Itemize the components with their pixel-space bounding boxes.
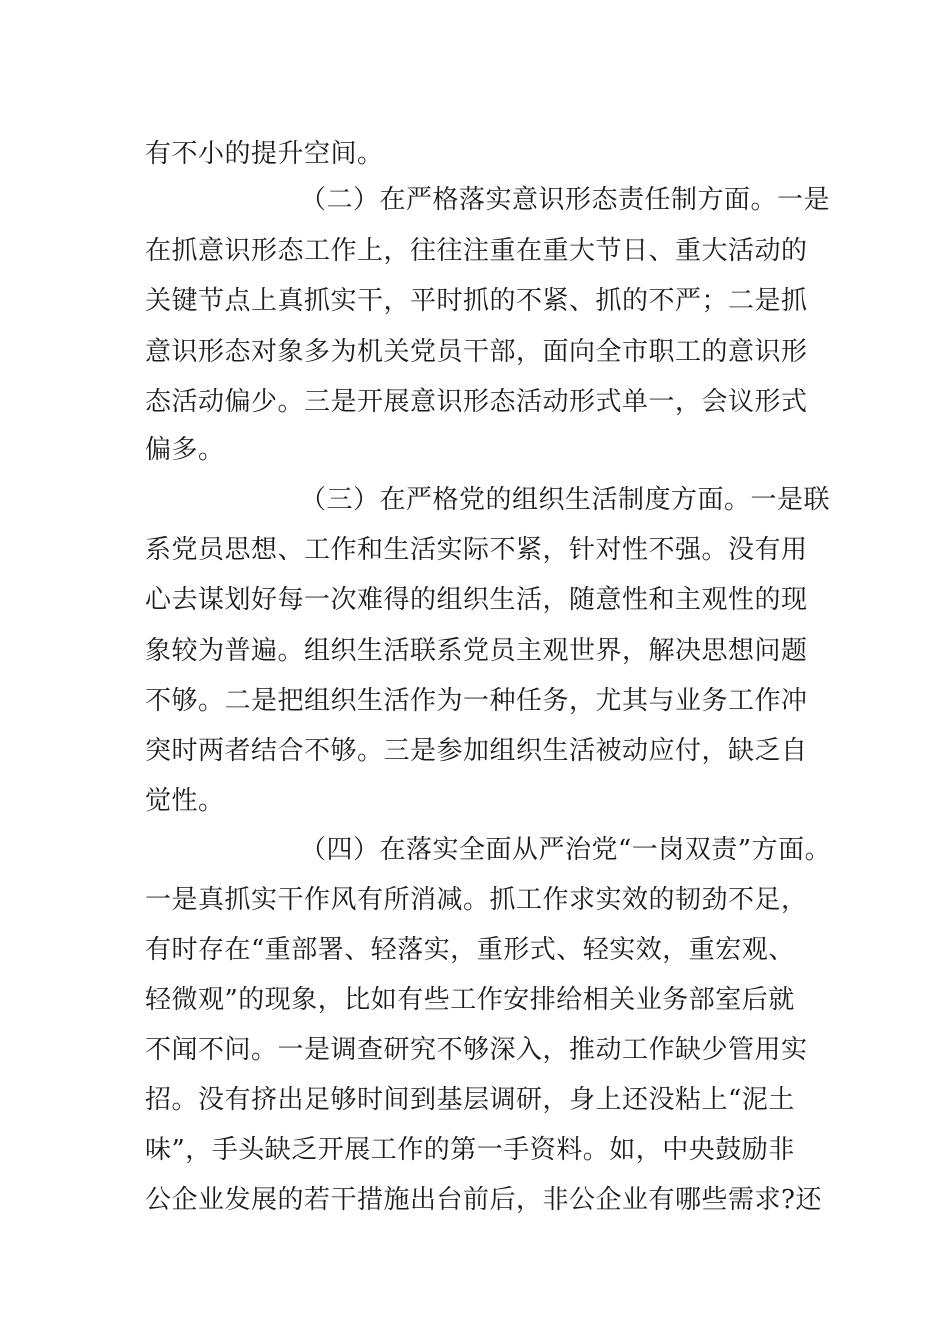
text-line: 态活动偏少。三是开展意识形态活动形式单一，会议形式 — [145, 387, 808, 417]
text-line: 突时两者结合不够。三是参加组织生活被动应付，缺乏自 — [145, 736, 808, 766]
text-line: 不闻不问。一是调查研究不够深入，推动工作缺少管用实 — [145, 1035, 808, 1065]
text-line: 系党员思想、工作和生活实际不紧，针对性不强。没有用 — [145, 535, 808, 565]
text-line: 味”，手头缺乏开展工作的第一手资料。如，中央鼓励非 — [145, 1135, 795, 1165]
text-line: 招。没有挤出足够时间到基层调研，身上还没粘上“泥土 — [145, 1085, 795, 1115]
text-line: 在抓意识形态工作上，往往注重在重大节日、重大活动的 — [145, 236, 808, 266]
section-heading-line: （三）在严格党的组织生活制度方面。一是联 — [300, 485, 831, 515]
text-line: 公企业发展的若干措施出台前后，非公企业有哪些需求?还 — [145, 1185, 822, 1215]
text-line: 觉性。 — [145, 786, 225, 816]
text-line: 象较为普遍。组织生活联系党员主观世界，解决思想问题 — [145, 636, 808, 666]
text-line: 偏多。 — [145, 435, 225, 465]
text-line: 有时存在“重部署、轻落实，重形式、轻实效，重宏观、 — [145, 935, 795, 965]
section-heading-line: （四）在落实全面从严治党“一岗双责”方面。 — [300, 835, 832, 865]
section-heading-line: （二）在严格落实意识形态责任制方面。一是 — [300, 185, 831, 215]
text-line: 轻微观”的现象，比如有些工作安排给相关业务部室后就 — [145, 985, 795, 1015]
text-line: 不够。二是把组织生活作为一种任务，尤其与业务工作冲 — [145, 686, 808, 716]
text-line: 关键节点上真抓实干，平时抓的不紧、抓的不严；二是抓 — [145, 286, 808, 316]
text-line: 意识形态对象多为机关党员干部，面向全市职工的意识形 — [145, 337, 808, 367]
text-line: 有不小的提升空间。 — [145, 139, 384, 169]
text-line: 一是真抓实干作风有所消减。抓工作求实效的韧劲不足， — [145, 885, 808, 915]
text-line: 心去谋划好每一次难得的组织生活，随意性和主观性的现 — [145, 585, 808, 615]
